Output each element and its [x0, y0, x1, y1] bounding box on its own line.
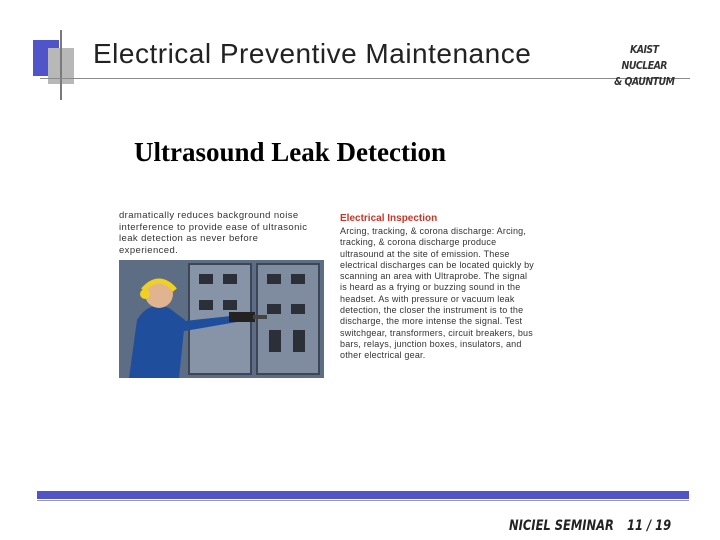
organization-line-2: & QAUNTUM — [614, 75, 675, 88]
footer-rule — [37, 500, 689, 501]
inspection-photo — [119, 260, 324, 378]
header-vertical-rule — [60, 30, 62, 100]
footer-accent-bar — [37, 491, 689, 499]
column-body-text: Arcing, tracking, & corona discharge: Arcing, tracking, & corona discharge produce ultrasound at the site of emission. These electrical discharges can be located quickly by scanning an area with Ultraprobe. The signal is heard as a frying or buzzing sound in the headset. As with pressure or vacuum leak detection, the closer the instrument is to the discharge, the more intense the signal. Test switchgear, transformers, circuit breakers, bus bars, relays, junction boxes, insulators, and other electrical gear. — [340, 226, 534, 361]
header-horizontal-rule — [40, 78, 690, 79]
column-title: Electrical Inspection — [340, 213, 438, 224]
page-number: 11 / 19 — [627, 518, 672, 534]
technician-illustration — [119, 260, 324, 378]
slide-heading: Ultrasound Leak Detection — [134, 137, 446, 167]
footer-seminar-label: NICIEL SEMINAR — [509, 518, 614, 534]
article-intro-text: dramatically reduces background noise interference to provide ease of ultrasonic leak detection as never before experienced. — [119, 210, 308, 256]
organization-line-1: KAIST NUCLEAR — [621, 43, 668, 72]
organization-label — [606, 42, 683, 90]
page-title: Electrical Preventive Maintenance — [93, 38, 532, 69]
